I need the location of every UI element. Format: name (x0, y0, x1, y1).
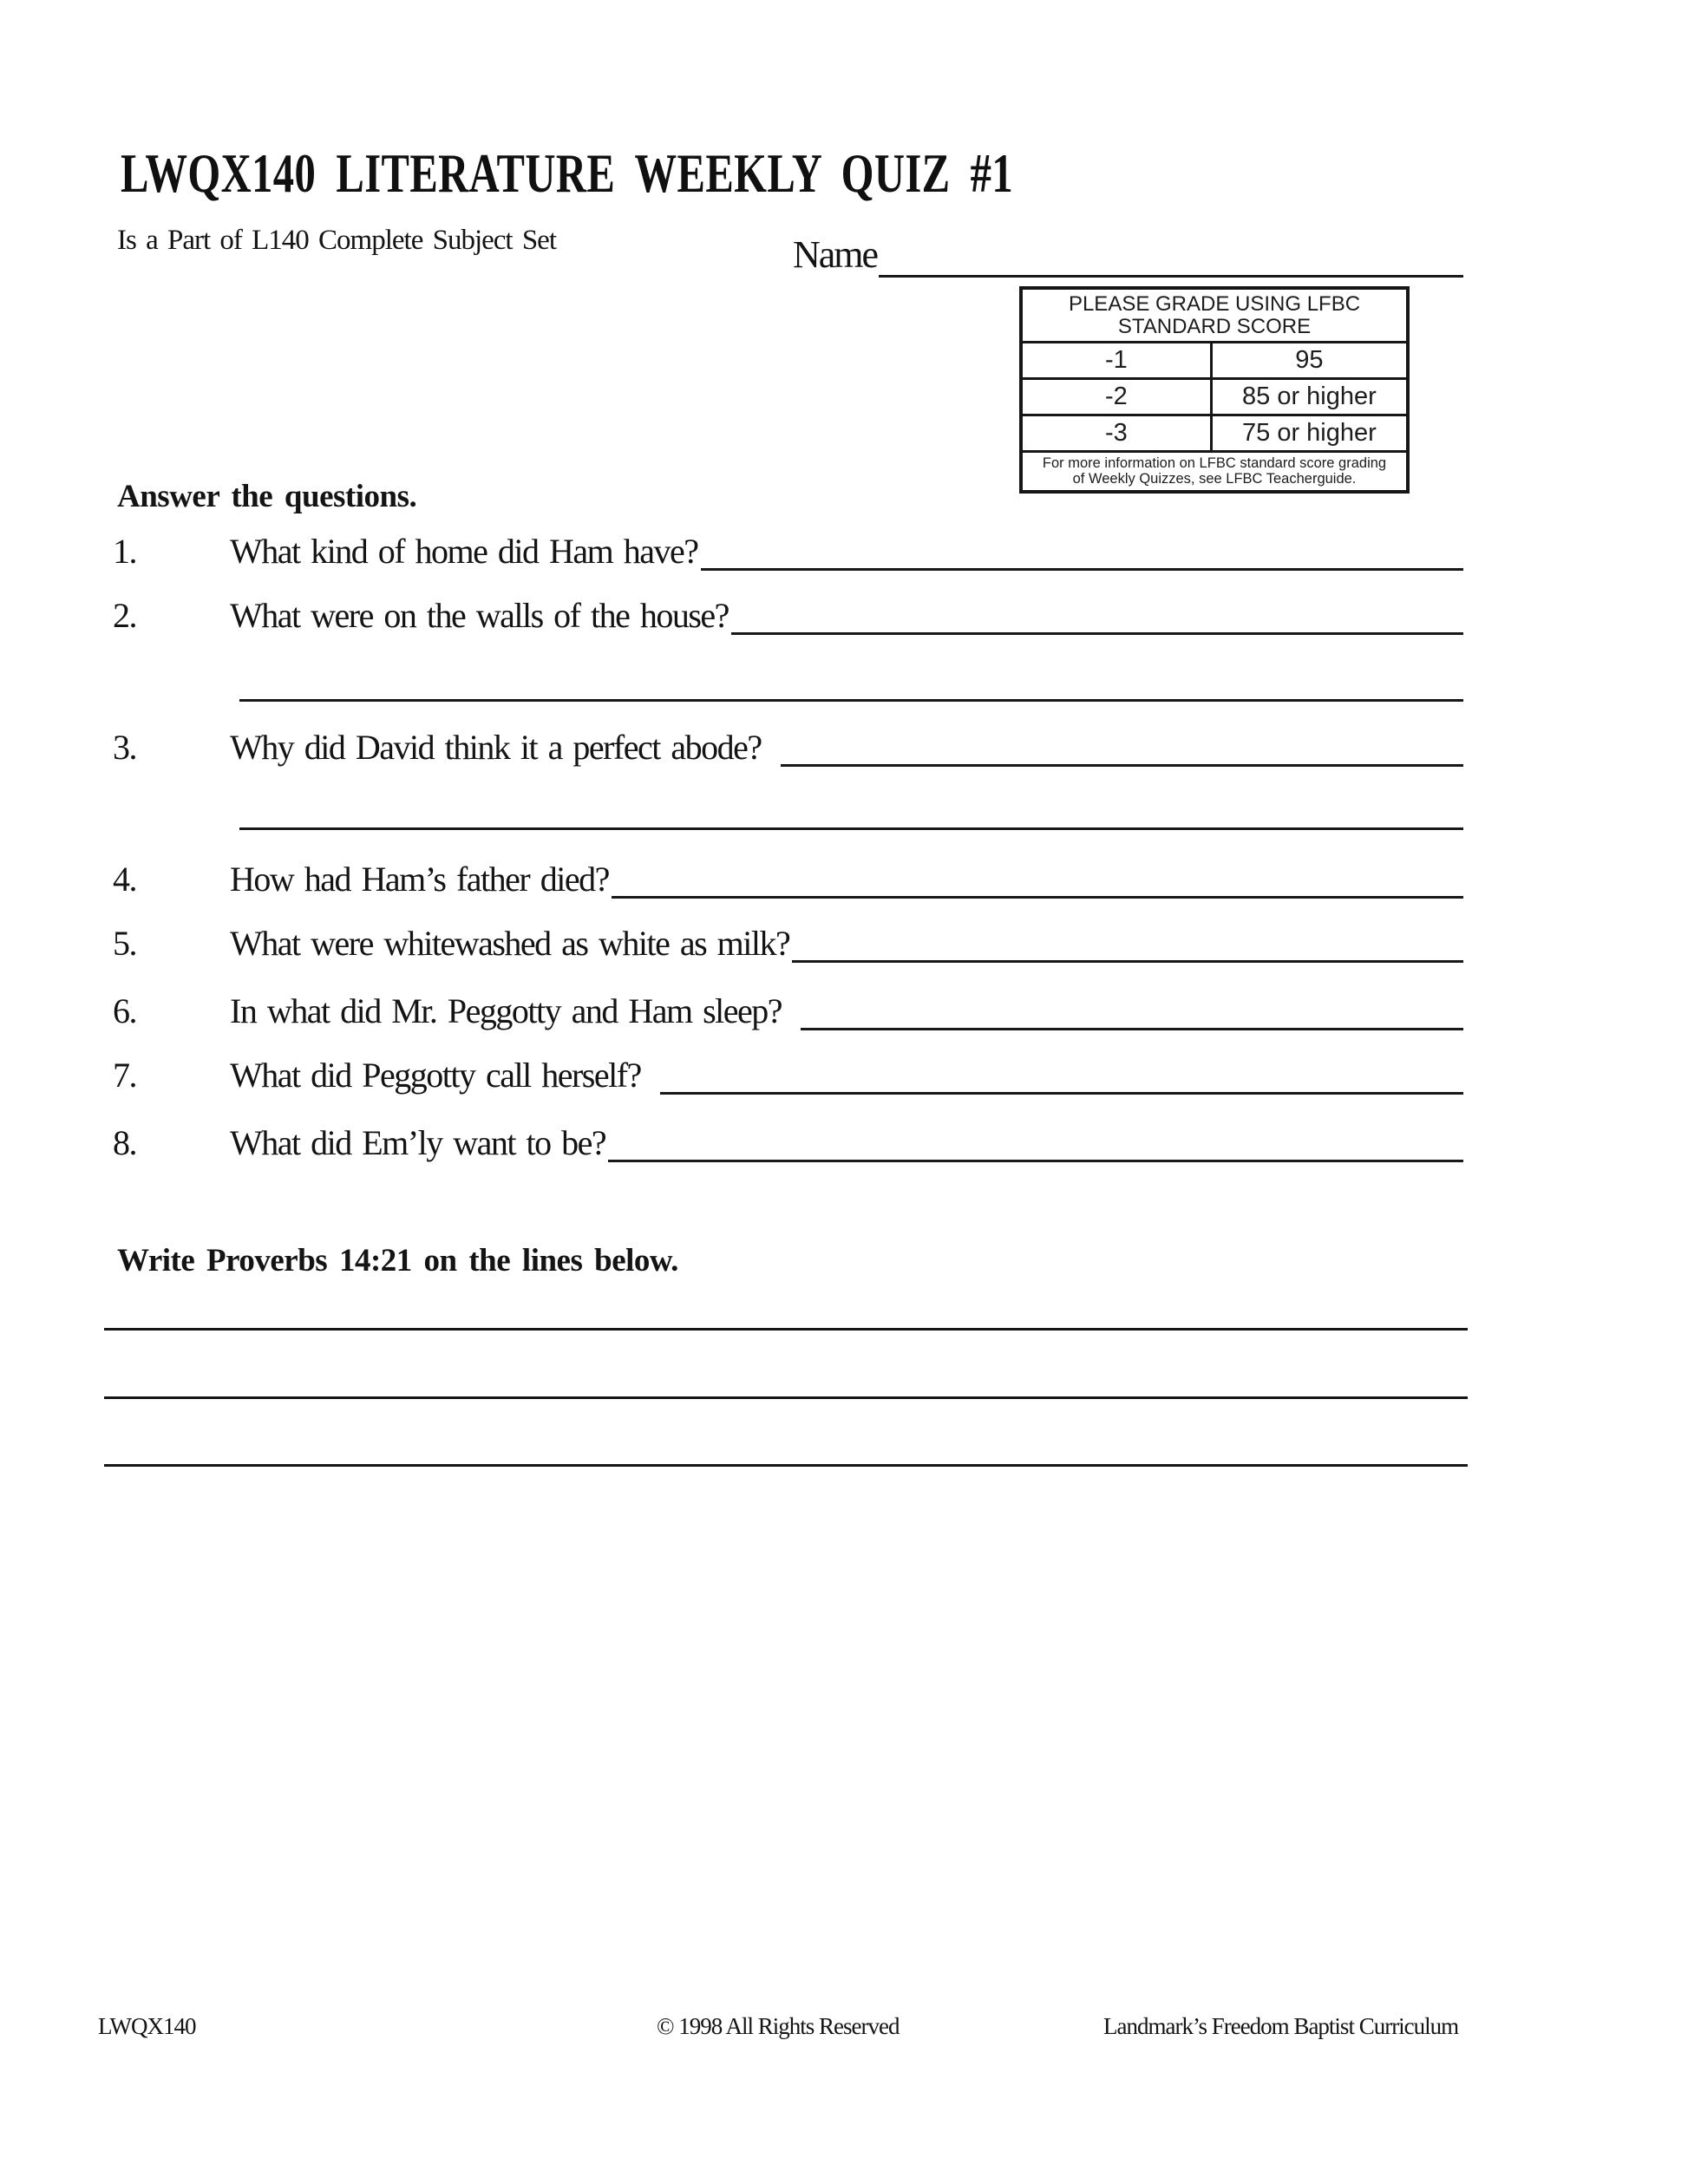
score-cell: 95 (1295, 346, 1324, 374)
verse-write-line-1 (104, 1328, 1468, 1331)
question-text: What were whitewashed as white as milk? (230, 924, 790, 963)
answer-line (781, 729, 1463, 767)
grade-table-note-line2: of Weekly Quizzes, see LFBC Teacherguide. (1072, 471, 1357, 487)
question-text: What were on the walls of the house? (230, 596, 729, 635)
question-number: 8. (113, 1123, 136, 1162)
name-field (793, 232, 1463, 278)
page-title: LWQX140 LITERATURE WEEKLY QUIZ #1 (121, 142, 1014, 204)
footer-code: LWQX140 (98, 2013, 196, 2039)
verse-write-line-3 (104, 1464, 1468, 1467)
question-row-3 (113, 729, 1463, 767)
question-number: 3. (113, 728, 136, 767)
answer-line (612, 860, 1463, 899)
name-blank-line (879, 232, 1463, 278)
question-number: 6. (113, 991, 136, 1030)
score-cell: 75 or higher (1242, 419, 1377, 447)
deduction-cell: -1 (1023, 343, 1213, 377)
grade-table-row (1023, 380, 1406, 416)
question-text: What did Peggotty call herself? (230, 1056, 641, 1095)
grade-table-header (1023, 290, 1406, 343)
section-heading: Answer the questions. (117, 479, 417, 514)
score-cell: 85 or higher (1242, 383, 1377, 410)
grade-table-header-line2: STANDARD SCORE (1117, 315, 1312, 338)
verse-write-line-2 (104, 1396, 1468, 1399)
verse-heading: Write Proverbs 14:21 on the lines below. (117, 1243, 678, 1278)
answer-line (731, 597, 1463, 635)
answer-line (801, 992, 1463, 1030)
question-text: How had Ham’s father died? (230, 860, 609, 899)
question-text: What kind of home did Ham have? (230, 532, 698, 571)
question-number: 4. (113, 860, 136, 899)
subtitle: Is a Part of L140 Complete Subject Set (117, 225, 556, 256)
footer-copyright: © 1998 All Rights Reserved (657, 2013, 900, 2039)
deduction-cell: -2 (1023, 380, 1213, 414)
answer-line (701, 533, 1463, 571)
footer-publisher: Landmark’s Freedom Baptist Curriculum (1103, 2013, 1459, 2039)
question-number: 2. (113, 596, 136, 635)
question-row-5 (113, 925, 1463, 963)
question-row-4 (113, 860, 1463, 899)
question-number: 5. (113, 924, 136, 963)
grade-table-note-line1: For more information on LFBC standard score grading (1042, 455, 1387, 471)
question-row-6 (113, 992, 1463, 1030)
grade-table (1019, 286, 1410, 494)
question-row-2 (113, 597, 1463, 635)
grade-table-row (1023, 416, 1406, 453)
grade-table-row (1023, 343, 1406, 380)
question-text: What did Em’ly want to be? (230, 1123, 606, 1162)
question-text: Why did David think it a perfect abode? (230, 728, 762, 767)
deduction-cell: -3 (1023, 416, 1213, 450)
grade-table-header-line1: PLEASE GRADE USING LFBC (1068, 292, 1361, 316)
answer-line-extra (239, 827, 1463, 830)
answer-line (608, 1124, 1463, 1162)
question-row-7 (113, 1056, 1463, 1095)
name-label: Name (793, 233, 878, 276)
answer-line (792, 925, 1463, 963)
answer-line (660, 1056, 1463, 1095)
question-number: 1. (113, 532, 136, 571)
question-row-8 (113, 1124, 1463, 1162)
grade-table-note (1023, 453, 1406, 490)
question-row-1 (113, 533, 1463, 571)
answer-line-extra (239, 699, 1463, 702)
question-text: In what did Mr. Peggotty and Ham sleep? (230, 991, 782, 1030)
question-number: 7. (113, 1056, 136, 1095)
